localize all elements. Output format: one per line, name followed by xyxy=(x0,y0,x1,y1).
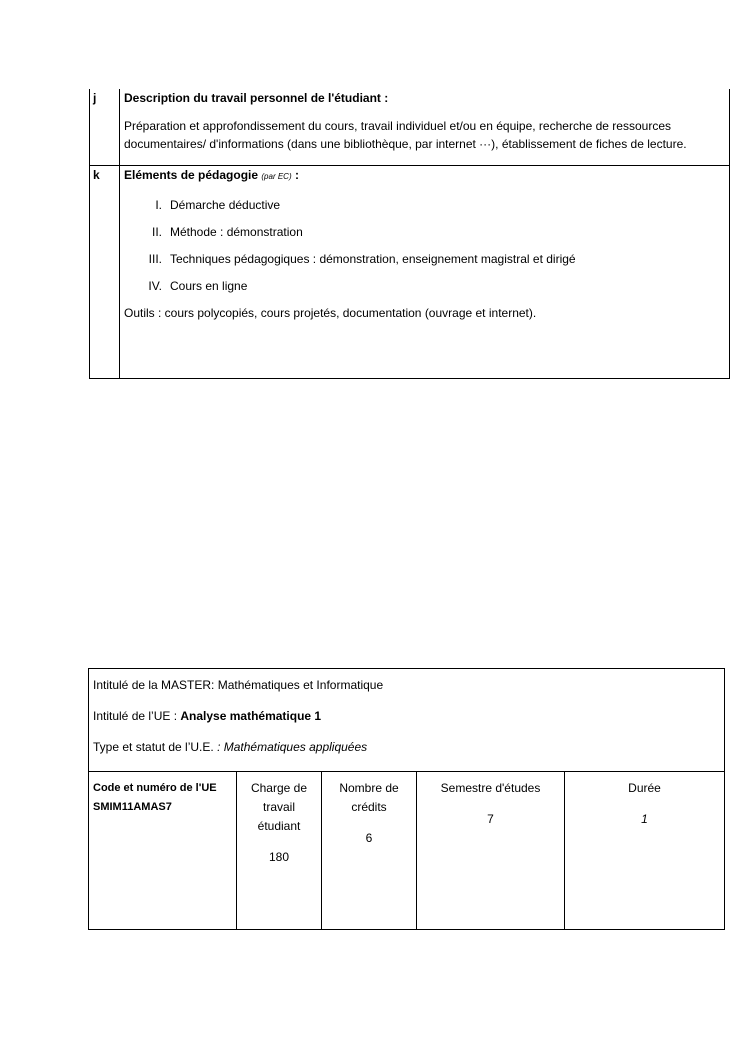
pedagogy-table xyxy=(89,89,730,379)
pedagogy-list xyxy=(124,196,723,304)
section-k-title xyxy=(124,166,723,186)
ue-type-label: Type et statut de l’U.E. xyxy=(93,740,218,754)
ue-title-label: Intitulé de l’UE : xyxy=(93,709,181,723)
ue-code-label: Code et numéro de l'UE xyxy=(93,782,217,794)
row-key-k: k xyxy=(90,166,120,379)
row-j xyxy=(90,89,730,166)
row-k xyxy=(90,166,730,379)
list-item-number: III. xyxy=(148,252,162,266)
ue-code-value: SMIM11AMAS7 xyxy=(93,801,172,813)
ue-credits-label-2: crédits xyxy=(351,800,387,814)
row-content-k xyxy=(120,166,730,379)
ue-charge-value: 180 xyxy=(268,850,290,864)
ue-type xyxy=(93,739,720,770)
row-content-j xyxy=(120,89,730,166)
ue-header xyxy=(89,669,724,772)
list-item-number: I. xyxy=(155,198,162,212)
list-item xyxy=(124,196,723,223)
ue-title xyxy=(93,708,720,739)
ue-semestre-cell xyxy=(417,772,565,930)
section-k-title-text: Eléments de pédagogie xyxy=(124,168,259,182)
list-item-text: Techniques pédagogiques : démonstration, enseignement magistral et dirigé xyxy=(170,252,576,266)
list-item xyxy=(124,223,723,250)
ue-charge-cell xyxy=(237,772,322,930)
list-item-text: Démarche déductive xyxy=(170,198,281,212)
ue-credits-label-1: Nombre de xyxy=(339,781,399,795)
ue-semestre-value: 7 xyxy=(487,812,494,826)
section-k-title-suffix: : xyxy=(291,168,299,182)
row-key-j: j xyxy=(90,89,120,166)
list-item-text: Méthode : démonstration xyxy=(170,225,303,239)
list-item-number: II. xyxy=(151,225,162,239)
ue-duree-cell xyxy=(565,772,724,930)
ue-duree-label: Durée xyxy=(628,781,661,795)
list-item-number: IV. xyxy=(148,279,162,293)
ue-table xyxy=(88,668,725,930)
master-title: Intitulé de la MASTER: Mathématiques et Informatique xyxy=(93,678,384,692)
section-k-outils: Outils : cours polycopiés, cours projetés, documentation (ouvrage et internet). xyxy=(124,306,537,320)
list-item xyxy=(124,250,723,277)
ue-charge-label-2: travail xyxy=(262,800,295,814)
section-k-title-note: (par EC) xyxy=(261,172,292,181)
section-j-text: Préparation et approfondissement du cours, travail individuel et/ou en équipe, recherche de ressources documentaires/ d'informations (dans une bibliothèque, par internet ···), établissement de fiches de lecture. xyxy=(124,119,687,151)
ue-credits-cell xyxy=(322,772,417,930)
ue-semestre-label: Semestre d'études xyxy=(440,781,541,795)
ue-credits-value: 6 xyxy=(365,831,373,845)
ue-code-cell xyxy=(89,772,237,930)
ue-duree-value: 1 xyxy=(641,812,648,826)
ue-charge-label-3: étudiant xyxy=(257,819,301,833)
list-item xyxy=(124,277,723,304)
ue-charge-label-1: Charge de xyxy=(250,781,308,795)
section-j-title: Description du travail personnel de l'étudiant : xyxy=(124,91,389,105)
ue-details xyxy=(89,772,724,930)
ue-type-value: : Mathématiques appliquées xyxy=(217,740,368,754)
ue-title-value: Analyse mathématique 1 xyxy=(180,709,322,723)
list-item-text: Cours en ligne xyxy=(170,279,248,293)
